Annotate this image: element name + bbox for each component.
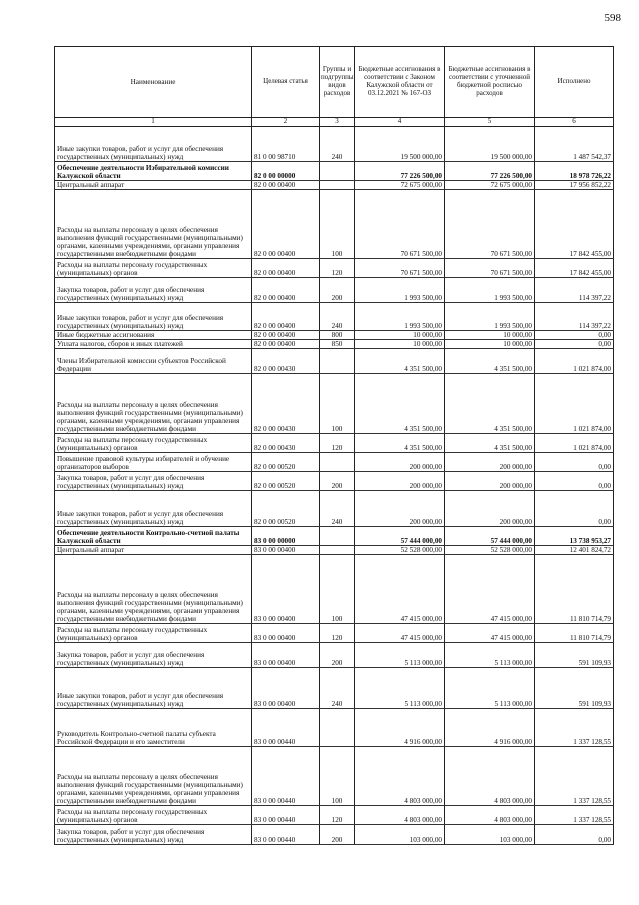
- cell-name: Иные бюджетные ассигнования: [55, 331, 252, 340]
- cell-executed: 17 956 852,22: [535, 180, 614, 189]
- cell-name: Уплата налогов, сборов и иных платежей: [55, 340, 252, 349]
- cell-refined: 70 671 500,00: [445, 259, 535, 278]
- header-law: Бюджетные ассигнования в соответствии с Законом Калужской области от 03.12.2021 № 167-ОЗ: [355, 47, 445, 118]
- cell-refined: 52 528 000,00: [445, 546, 535, 555]
- column-number-row: [55, 118, 614, 127]
- cell-refined: 10 000,00: [445, 340, 535, 349]
- col-number: 6: [535, 118, 614, 127]
- cell-law: 4 351 500,00: [355, 349, 445, 374]
- cell-executed: 1 487 542,37: [535, 126, 614, 161]
- cell-name: Иные закупки товаров, работ и услуг для обеспечения государственных (муниципальных) нужд: [55, 126, 252, 161]
- cell-code: 82 0 00 00430: [252, 374, 320, 434]
- table-row: [55, 453, 614, 472]
- cell-code: 82 0 00 00430: [252, 349, 320, 374]
- table-row: [55, 126, 614, 161]
- cell-refined: 10 000,00: [445, 331, 535, 340]
- cell-refined: 57 444 000,00: [445, 527, 535, 546]
- cell-executed: 1 021 874,00: [535, 349, 614, 374]
- cell-name: Закупка товаров, работ и услуг для обеспечения государственных (муниципальных) нужд: [55, 278, 252, 303]
- table-row: [55, 331, 614, 340]
- cell-code: 82 0 00 00400: [252, 259, 320, 278]
- cell-code: 82 0 00 00520: [252, 453, 320, 472]
- cell-law: 5 113 000,00: [355, 643, 445, 668]
- table-row: [55, 643, 614, 668]
- table-row: [55, 555, 614, 624]
- cell-group: 120: [320, 434, 355, 453]
- cell-executed: 114 397,22: [535, 303, 614, 331]
- cell-refined: 200 000,00: [445, 472, 535, 491]
- cell-name: Иные закупки товаров, работ и услуг для обеспечения государственных (муниципальных) нужд: [55, 491, 252, 527]
- cell-name: Расходы на выплаты персоналу государственных (муниципальных) органов: [55, 434, 252, 453]
- cell-group: [320, 546, 355, 555]
- col-number: 4: [355, 118, 445, 127]
- cell-code: 83 0 00 00400: [252, 624, 320, 643]
- cell-code: 83 0 00 00440: [252, 806, 320, 825]
- cell-executed: 1 021 874,00: [535, 434, 614, 453]
- cell-law: 4 803 000,00: [355, 806, 445, 825]
- cell-executed: 114 397,22: [535, 278, 614, 303]
- table-row: [55, 825, 614, 845]
- cell-law: 103 000,00: [355, 825, 445, 845]
- table-row: [55, 546, 614, 555]
- table-row: [55, 624, 614, 643]
- cell-code: 81 0 00 98710: [252, 126, 320, 161]
- cell-code: 83 0 00 00440: [252, 825, 320, 845]
- table-row: [55, 491, 614, 527]
- cell-executed: 591 109,93: [535, 668, 614, 709]
- cell-executed: 13 738 953,27: [535, 527, 614, 546]
- cell-code: 82 0 00 00400: [252, 190, 320, 259]
- cell-law: 1 993 500,00: [355, 303, 445, 331]
- cell-law: 57 444 000,00: [355, 527, 445, 546]
- cell-name: Расходы на выплаты персоналу государственных (муниципальных) органов: [55, 806, 252, 825]
- cell-law: 4 803 000,00: [355, 747, 445, 806]
- table-row: [55, 374, 614, 434]
- cell-name: Центральный аппарат: [55, 180, 252, 189]
- cell-name: Повышение правовой культуры избирателей и обучение организаторов выборов: [55, 453, 252, 472]
- cell-group: 200: [320, 643, 355, 668]
- cell-name: Закупка товаров, работ и услуг для обеспечения государственных (муниципальных) нужд: [55, 472, 252, 491]
- cell-law: 5 113 000,00: [355, 668, 445, 709]
- cell-group: 240: [320, 491, 355, 527]
- cell-executed: 1 337 128,55: [535, 747, 614, 806]
- table-row: [55, 527, 614, 546]
- header-name: Наименование: [55, 47, 252, 118]
- cell-code: 83 0 00 00400: [252, 555, 320, 624]
- cell-law: 200 000,00: [355, 453, 445, 472]
- cell-name: Расходы на выплаты персоналу в целях обеспечения выполнения функций государственными (муниципальными) органами, казенными учреждениями, органами управления государственными внебюджетными фондами: [55, 190, 252, 259]
- cell-name: Обеспечение деятельности Избирательной комиссии Калужской области: [55, 161, 252, 180]
- cell-refined: 4 803 000,00: [445, 806, 535, 825]
- table-row: [55, 259, 614, 278]
- cell-code: 83 0 00 00440: [252, 747, 320, 806]
- cell-refined: 72 675 000,00: [445, 180, 535, 189]
- cell-executed: 0,00: [535, 491, 614, 527]
- cell-refined: 200 000,00: [445, 453, 535, 472]
- cell-name: Расходы на выплаты персоналу в целях обеспечения выполнения функций государственными (муниципальными) органами, казенными учреждениями, органами управления государственными внебюджетными фондами: [55, 555, 252, 624]
- cell-group: 120: [320, 259, 355, 278]
- table-row: [55, 434, 614, 453]
- table-row: [55, 161, 614, 180]
- table-row: [55, 709, 614, 747]
- table-body: [55, 126, 614, 845]
- cell-code: 82 0 00 00520: [252, 472, 320, 491]
- cell-law: 10 000,00: [355, 331, 445, 340]
- cell-executed: 18 978 726,22: [535, 161, 614, 180]
- cell-refined: 77 226 500,00: [445, 161, 535, 180]
- cell-group: 100: [320, 555, 355, 624]
- table-header-row: [55, 47, 614, 118]
- cell-refined: 4 916 000,00: [445, 709, 535, 747]
- cell-refined: 103 000,00: [445, 825, 535, 845]
- cell-law: 72 675 000,00: [355, 180, 445, 189]
- cell-law: 70 671 500,00: [355, 259, 445, 278]
- table-row: [55, 747, 614, 806]
- header-refined: Бюджетные ассигнования в соответствии с уточненной бюджетной росписью расходов: [445, 47, 535, 118]
- cell-name: Обеспечение деятельности Контрольно-счетной палаты Калужской области: [55, 527, 252, 546]
- cell-name: Центральный аппарат: [55, 546, 252, 555]
- table-row: [55, 668, 614, 709]
- cell-code: 83 0 00 00000: [252, 527, 320, 546]
- cell-name: Иные закупки товаров, работ и услуг для обеспечения государственных (муниципальных) нужд: [55, 303, 252, 331]
- cell-refined: 5 113 000,00: [445, 668, 535, 709]
- cell-group: [320, 161, 355, 180]
- cell-law: 1 993 500,00: [355, 278, 445, 303]
- cell-name: Иные закупки товаров, работ и услуг для обеспечения государственных (муниципальных) нужд: [55, 668, 252, 709]
- cell-group: [320, 527, 355, 546]
- cell-refined: 1 993 500,00: [445, 303, 535, 331]
- cell-executed: 0,00: [535, 340, 614, 349]
- cell-executed: 0,00: [535, 472, 614, 491]
- table-row: [55, 806, 614, 825]
- cell-group: 100: [320, 190, 355, 259]
- cell-group: 200: [320, 825, 355, 845]
- cell-law: 10 000,00: [355, 340, 445, 349]
- cell-code: 82 0 00 00430: [252, 434, 320, 453]
- table-row: [55, 349, 614, 374]
- cell-code: 83 0 00 00440: [252, 709, 320, 747]
- col-number: 2: [252, 118, 320, 127]
- cell-executed: 1 021 874,00: [535, 374, 614, 434]
- cell-refined: 1 993 500,00: [445, 278, 535, 303]
- cell-name: Закупка товаров, работ и услуг для обеспечения государственных (муниципальных) нужд: [55, 643, 252, 668]
- cell-law: 19 500 000,00: [355, 126, 445, 161]
- cell-name: Руководитель Контрольно-счетной палаты субъекта Российской Федерации и его заместители: [55, 709, 252, 747]
- cell-executed: 0,00: [535, 331, 614, 340]
- cell-law: 47 415 000,00: [355, 555, 445, 624]
- cell-group: [320, 349, 355, 374]
- cell-executed: 0,00: [535, 825, 614, 845]
- cell-group: 800: [320, 331, 355, 340]
- cell-code: 82 0 00 00000: [252, 161, 320, 180]
- cell-name: Расходы на выплаты персоналу государственных (муниципальных) органов: [55, 624, 252, 643]
- cell-executed: 12 401 824,72: [535, 546, 614, 555]
- cell-law: 77 226 500,00: [355, 161, 445, 180]
- cell-group: 240: [320, 668, 355, 709]
- cell-refined: 47 415 000,00: [445, 555, 535, 624]
- cell-executed: 0,00: [535, 453, 614, 472]
- cell-refined: 4 351 500,00: [445, 434, 535, 453]
- cell-refined: 4 351 500,00: [445, 349, 535, 374]
- cell-name: Закупка товаров, работ и услуг для обеспечения государственных (муниципальных) нужд: [55, 825, 252, 845]
- cell-law: 200 000,00: [355, 491, 445, 527]
- col-number: 3: [320, 118, 355, 127]
- cell-name: Расходы на выплаты персоналу в целях обеспечения выполнения функций государственными (муниципальными) органами, казенными учреждениями, органами управления государственными внебюджетными фондами: [55, 374, 252, 434]
- cell-code: 82 0 00 00520: [252, 491, 320, 527]
- table-row: [55, 180, 614, 189]
- table-row: [55, 303, 614, 331]
- cell-code: 83 0 00 00400: [252, 668, 320, 709]
- cell-executed: 1 337 128,55: [535, 806, 614, 825]
- cell-code: 83 0 00 00400: [252, 643, 320, 668]
- cell-law: 4 351 500,00: [355, 374, 445, 434]
- cell-refined: 200 000,00: [445, 491, 535, 527]
- cell-code: 82 0 00 00400: [252, 331, 320, 340]
- cell-executed: 17 842 455,00: [535, 259, 614, 278]
- cell-group: 240: [320, 126, 355, 161]
- page-number: 598: [604, 12, 621, 24]
- cell-code: 82 0 00 00400: [252, 278, 320, 303]
- cell-group: 200: [320, 278, 355, 303]
- header-group: Группы и подгруппы видов расходов: [320, 47, 355, 118]
- header-code: Целевая статья: [252, 47, 320, 118]
- cell-law: 4 916 000,00: [355, 709, 445, 747]
- cell-group: 850: [320, 340, 355, 349]
- cell-refined: 4 803 000,00: [445, 747, 535, 806]
- cell-refined: 4 351 500,00: [445, 374, 535, 434]
- cell-name: Расходы на выплаты персоналу в целях обеспечения выполнения функций государственными (муниципальными) органами, казенными учреждениями, органами управления государственными внебюджетными фондами: [55, 747, 252, 806]
- table-row: [55, 190, 614, 259]
- cell-executed: 17 842 455,00: [535, 190, 614, 259]
- cell-executed: 1 337 128,55: [535, 709, 614, 747]
- table-row: [55, 340, 614, 349]
- cell-group: [320, 453, 355, 472]
- cell-law: 70 671 500,00: [355, 190, 445, 259]
- cell-name: Расходы на выплаты персоналу государственных (муниципальных) органов: [55, 259, 252, 278]
- cell-name: Члены Избирательной комиссии субъектов Российской Федерации: [55, 349, 252, 374]
- table-row: [55, 472, 614, 491]
- col-number: 1: [55, 118, 252, 127]
- cell-law: 4 351 500,00: [355, 434, 445, 453]
- budget-table: [54, 46, 614, 845]
- cell-law: 52 528 000,00: [355, 546, 445, 555]
- cell-refined: 70 671 500,00: [445, 190, 535, 259]
- cell-group: 120: [320, 806, 355, 825]
- cell-group: 240: [320, 303, 355, 331]
- table-row: [55, 278, 614, 303]
- cell-group: [320, 180, 355, 189]
- cell-group: 200: [320, 472, 355, 491]
- cell-executed: 11 810 714,79: [535, 624, 614, 643]
- cell-group: [320, 709, 355, 747]
- cell-refined: 19 500 000,00: [445, 126, 535, 161]
- cell-code: 82 0 00 00400: [252, 303, 320, 331]
- cell-code: 82 0 00 00400: [252, 340, 320, 349]
- cell-group: 100: [320, 374, 355, 434]
- cell-refined: 47 415 000,00: [445, 624, 535, 643]
- cell-law: 47 415 000,00: [355, 624, 445, 643]
- cell-group: 120: [320, 624, 355, 643]
- header-executed: Исполнено: [535, 47, 614, 118]
- cell-refined: 5 113 000,00: [445, 643, 535, 668]
- cell-group: 100: [320, 747, 355, 806]
- cell-executed: 591 109,93: [535, 643, 614, 668]
- cell-law: 200 000,00: [355, 472, 445, 491]
- cell-code: 83 0 00 00400: [252, 546, 320, 555]
- cell-executed: 11 810 714,79: [535, 555, 614, 624]
- cell-code: 82 0 00 00400: [252, 180, 320, 189]
- col-number: 5: [445, 118, 535, 127]
